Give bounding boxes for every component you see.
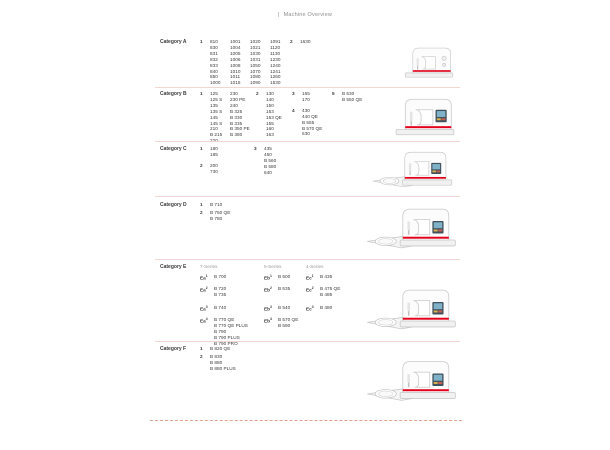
model-group (200, 91, 256, 144)
model-number: 153 (266, 108, 274, 114)
model-number: 832 (210, 56, 218, 62)
model-column (266, 91, 292, 138)
model-column (320, 286, 340, 298)
model-column (320, 274, 332, 280)
model-number: 810 (210, 39, 218, 44)
series-row-superscript: 1 (205, 274, 208, 278)
model-number: 430 (302, 107, 310, 113)
series-row-superscript: 4 (270, 317, 272, 321)
model-number: 435 (264, 146, 272, 151)
model-number: 1090 (250, 80, 261, 86)
model-number: B 720 (214, 286, 227, 291)
model-number: 145 S (210, 120, 223, 126)
model-number: 135 (210, 102, 218, 108)
model-column (214, 286, 226, 298)
series-row-superscript: 2 (205, 286, 208, 290)
series-cell (264, 317, 306, 347)
group-number: 5 (332, 91, 335, 96)
model-number: 1120 (270, 44, 281, 50)
model-number: 1030 (250, 50, 261, 56)
series-cell (264, 305, 306, 317)
model-number: 230 (230, 91, 238, 96)
series-row-label: Eb$^1$ (264, 274, 272, 281)
model-number: B 740 (214, 305, 227, 310)
model-number: B 335 (230, 120, 243, 126)
model-number: 210 (210, 126, 218, 132)
series-header: 4-Series (306, 264, 324, 269)
model-number: B 540 (278, 305, 291, 310)
model-number: 170 (302, 96, 310, 102)
model-number: B 550 QE (342, 96, 363, 102)
series-cell (200, 317, 264, 347)
category-label: Category B (160, 91, 187, 97)
model-columns (342, 91, 372, 103)
model-number: 220 (210, 138, 218, 144)
model-number: 135 S (210, 108, 223, 114)
model-column (250, 39, 270, 86)
series-row-label: Ea$^3$ (200, 305, 208, 312)
group-number: 1 (200, 91, 203, 96)
model-number: B 750 QE (210, 209, 231, 215)
model-number: 1240 (270, 62, 281, 68)
model-columns (300, 39, 320, 45)
category-groups (200, 91, 372, 144)
model-number: B 475 QE (320, 286, 341, 291)
model-number: B 570 QE (278, 317, 299, 322)
series-row-superscript: 2 (311, 286, 314, 290)
model-number: B 590 (278, 322, 291, 328)
model-number: 230 PE (230, 96, 246, 102)
row-separator (155, 141, 460, 142)
model-number: 165 (302, 91, 310, 96)
model-number: 1010 (230, 68, 241, 74)
series-cell (306, 286, 358, 305)
model-column (302, 108, 332, 138)
row-separator (155, 341, 460, 342)
model-number: 1005 (230, 50, 241, 56)
model-group (254, 146, 290, 176)
model-column (270, 39, 290, 86)
model-number: 1630 (300, 39, 311, 44)
model-number: 831 (210, 50, 218, 56)
series-row-label: Eb$^3$ (264, 305, 272, 312)
model-number: B 820 QE (210, 346, 231, 351)
model-number: 833 (210, 62, 218, 68)
series-row-superscript: 3 (205, 305, 208, 309)
model-column (320, 305, 332, 311)
model-group (200, 346, 246, 352)
series-row-label: Ea$^2$ (200, 286, 208, 293)
model-number: B 770 QE PLUS (214, 322, 248, 328)
page-header (0, 12, 610, 18)
sewing-machine-photo-category-d (366, 203, 458, 256)
stacked-groups (200, 146, 230, 175)
group-number: 2 (200, 353, 203, 359)
model-number: B 790 PRO (214, 340, 238, 346)
category-groups (200, 39, 320, 86)
model-column (278, 305, 290, 311)
category-groups (200, 202, 242, 222)
model-number: B 530 (342, 91, 355, 96)
model-number: 1021 (250, 44, 261, 50)
series-cell (264, 274, 306, 286)
model-column (210, 163, 230, 175)
model-columns (210, 346, 246, 352)
category-label: Category E (160, 264, 187, 270)
category-label: Category A (160, 39, 187, 45)
series-cell (306, 274, 358, 286)
sewing-machine-photo-category-b (392, 92, 458, 138)
series-row-label: Ec$^2$ (306, 286, 314, 293)
model-columns (210, 202, 242, 208)
series-header: 5-Series (264, 264, 282, 269)
model-number: B 435 (320, 274, 333, 279)
model-column (278, 274, 290, 280)
model-number: B 555 (302, 119, 315, 125)
model-column (230, 91, 256, 138)
group-number: 1 (200, 202, 203, 207)
model-column (210, 202, 242, 208)
model-number: B 790 (214, 328, 227, 334)
model-number: B 325 (230, 108, 243, 114)
series-cell (200, 286, 264, 305)
model-number: 630 (302, 131, 310, 137)
model-number: B 380 (230, 132, 243, 138)
model-column (230, 39, 250, 86)
group-number: 4 (292, 107, 295, 113)
category-label: Category F (160, 346, 187, 352)
model-number: 1001 (230, 39, 241, 44)
series-cell (200, 274, 264, 286)
model-columns (302, 91, 332, 103)
model-number: 140 (266, 96, 274, 102)
series-cell (200, 305, 264, 317)
model-number: 1070 (250, 68, 261, 74)
model-number: B 770 QE (214, 317, 235, 322)
model-group (332, 91, 372, 103)
model-columns (210, 354, 246, 372)
model-number: B 535 (278, 286, 291, 291)
series-row-label: Eb$^4$ (264, 317, 272, 324)
page-footer-dashed-line (150, 420, 462, 421)
model-columns (210, 163, 230, 175)
series-row-superscript: 3 (311, 305, 314, 309)
model-number: 153 QE (266, 114, 282, 120)
model-number: B 580 (264, 163, 277, 169)
model-column (210, 210, 242, 222)
model-column (264, 146, 290, 176)
category-groups (200, 346, 246, 372)
model-number: 125 S (210, 96, 223, 102)
model-number: B 215 (210, 132, 223, 138)
model-number: 1080 (250, 74, 261, 80)
model-columns (210, 146, 230, 158)
model-column (278, 317, 298, 329)
series-row-label: Ea$^1$ (200, 274, 208, 281)
model-number: B 700 (214, 274, 227, 279)
model-number: 850 (210, 74, 218, 80)
model-group (256, 91, 292, 138)
model-number: 440 QE (302, 113, 318, 119)
sewing-machine-photo-category-e (366, 283, 458, 338)
model-group (200, 163, 230, 175)
model-column (300, 39, 320, 45)
group-number: 1 (200, 346, 203, 351)
model-number: 163 (266, 132, 274, 138)
series-row-label: Ec$^1$ (306, 274, 314, 281)
model-number: 1004 (230, 44, 241, 50)
model-column (214, 305, 226, 311)
model-columns (210, 39, 290, 86)
model-number: 1008 (230, 62, 241, 68)
series-row-label: Eb$^2$ (264, 286, 272, 293)
model-number: 200 (210, 162, 218, 168)
series-row-superscript: 1 (270, 274, 272, 278)
model-column (342, 91, 372, 103)
category-label: Category D (160, 202, 187, 208)
model-number: 830 (210, 44, 218, 50)
model-number: 130 (266, 91, 274, 96)
series-cell (306, 305, 358, 317)
model-column (214, 274, 226, 280)
model-number: 180 (210, 146, 218, 151)
model-column (210, 354, 246, 372)
model-number: 1006 (230, 56, 241, 62)
stacked-groups (292, 91, 332, 137)
model-number: 150 (266, 102, 274, 108)
model-number: B 350 PE (230, 126, 250, 132)
group-number: 1 (200, 146, 203, 151)
model-column (278, 286, 290, 292)
sewing-machine-photo-category-c (368, 147, 458, 194)
model-number: 1011 (230, 74, 241, 80)
model-number: 1050 (250, 62, 261, 68)
model-number: 125 (210, 91, 218, 96)
model-number: B 570 QE (302, 125, 323, 131)
model-number: B 500 (278, 274, 291, 279)
row-separator (155, 196, 460, 197)
model-number: B 735 (214, 291, 227, 297)
series-row-superscript: 2 (270, 286, 272, 290)
model-group (200, 210, 242, 222)
model-columns (302, 108, 332, 138)
model-number: 1530 (270, 80, 281, 86)
model-number: 840 (210, 68, 218, 74)
row-separator (155, 259, 460, 260)
model-column (302, 91, 332, 103)
model-group (292, 108, 332, 138)
series-table (200, 264, 358, 347)
model-columns (210, 91, 256, 144)
model-number: B 485 (320, 291, 333, 297)
series-cell (264, 286, 306, 305)
model-columns (264, 146, 290, 176)
model-columns (210, 210, 242, 222)
model-number: 1230 (270, 56, 281, 62)
model-number: B 480 (320, 305, 333, 310)
model-group (200, 354, 246, 372)
series-row-label: Ea$^4$ (200, 317, 208, 324)
model-number: 1130 (270, 50, 281, 56)
model-number: 145 (210, 114, 218, 120)
sewing-machine-photo-category-a (402, 39, 456, 83)
model-number: B 780 (210, 215, 223, 221)
model-number: B 330 (230, 114, 243, 120)
series-row-superscript: 1 (311, 274, 314, 278)
stacked-groups (200, 202, 242, 222)
model-group (200, 39, 290, 86)
model-number: B 880 (210, 359, 223, 365)
group-number: 2 (256, 91, 259, 96)
group-number: 1 (200, 39, 203, 44)
model-number: B 710 (210, 202, 223, 207)
series-row-label: Ec$^3$ (306, 305, 314, 312)
group-number: 2 (290, 39, 293, 44)
model-number: 1000 (210, 80, 221, 86)
model-number: B 880 PLUS (210, 365, 236, 371)
series-header: 7-Series (200, 264, 218, 269)
model-number: 1241 (270, 68, 281, 74)
group-number: 2 (200, 209, 203, 215)
group-number: 2 (200, 162, 203, 168)
model-number: 1031 (250, 56, 261, 62)
model-number: 1020 (250, 39, 261, 44)
model-number: 1015 (230, 80, 241, 86)
sewing-machine-photo-category-f (366, 352, 458, 412)
model-number: B 790 PLUS (214, 334, 240, 340)
model-number: 730 (210, 168, 218, 174)
group-number: 3 (292, 91, 295, 96)
model-number: 1260 (270, 74, 281, 80)
model-column (210, 146, 230, 158)
model-group (292, 91, 332, 103)
model-group (200, 146, 230, 158)
model-number: B 560 (264, 157, 277, 163)
model-column (210, 346, 246, 352)
model-number: 155 (266, 120, 274, 126)
model-columns (266, 91, 292, 138)
model-number: 1091 (270, 39, 281, 44)
model-number: 160 (266, 126, 274, 132)
series-row-superscript: 3 (270, 305, 272, 309)
model-column (210, 91, 230, 144)
model-number: 450 (264, 151, 272, 157)
model-group (290, 39, 320, 45)
page-title: Machine Overview (283, 12, 333, 18)
header-divider: | (277, 12, 280, 18)
category-groups (200, 146, 290, 176)
model-column (214, 317, 248, 347)
stacked-groups (200, 346, 246, 372)
group-number: 3 (254, 146, 257, 151)
row-separator (155, 87, 460, 88)
series-row-superscript: 4 (205, 317, 208, 321)
model-column (210, 39, 230, 86)
model-number: 185 (210, 151, 218, 157)
model-number: 240 (230, 102, 238, 108)
model-group (200, 202, 242, 208)
model-number: 640 (264, 169, 272, 175)
model-number: B 830 (210, 353, 223, 359)
category-label: Category C (160, 146, 187, 152)
